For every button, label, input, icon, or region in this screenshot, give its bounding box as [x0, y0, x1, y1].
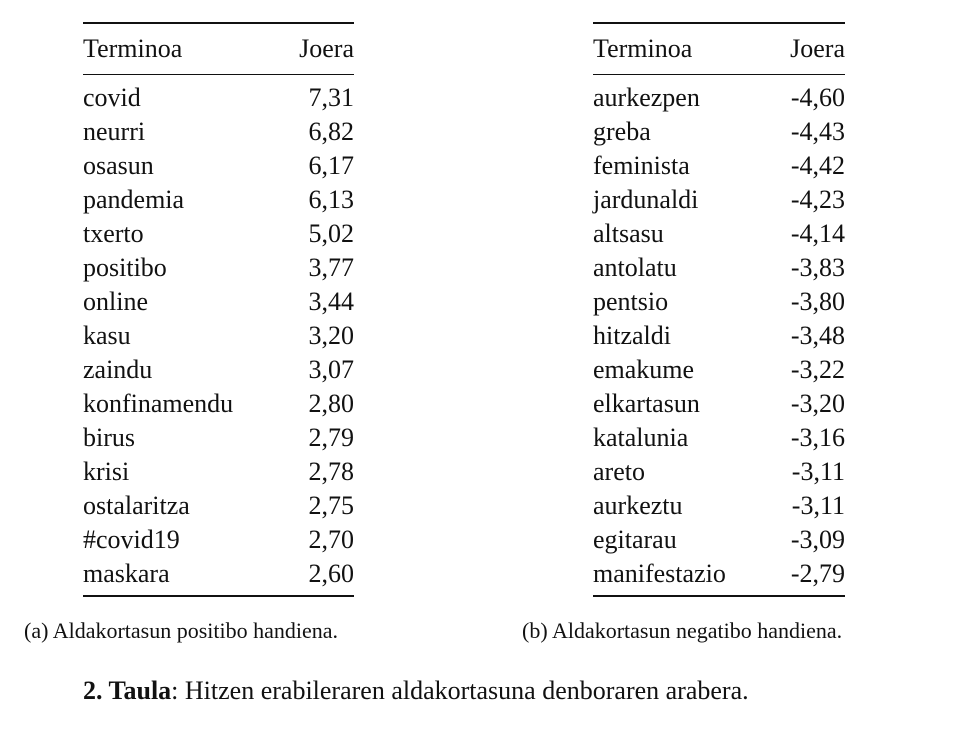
table-row	[83, 387, 354, 421]
term-cell: elkartasun	[593, 389, 700, 418]
trend-value-cell: -3,22	[790, 355, 845, 384]
table-row	[593, 115, 845, 149]
table-row	[593, 455, 845, 489]
table-row	[593, 353, 845, 387]
column-header-term: Terminoa	[593, 34, 693, 63]
table-row	[593, 183, 845, 217]
term-cell: antolatu	[593, 253, 677, 282]
trend-value-cell: -3,16	[790, 423, 845, 452]
trend-value-cell: -4,23	[790, 185, 845, 214]
term-cell: jardunaldi	[593, 185, 699, 214]
table-row	[83, 217, 354, 251]
table-row	[83, 421, 354, 455]
trend-value-cell: 2,78	[308, 457, 354, 486]
table-row	[83, 251, 354, 285]
table-row	[83, 285, 354, 319]
term-cell: kasu	[83, 321, 131, 350]
table-row	[83, 115, 354, 149]
table-row	[593, 217, 845, 251]
trend-value-cell: -3,83	[790, 253, 845, 282]
term-cell: konfinamendu	[83, 389, 234, 418]
term-cell: aurkezpen	[593, 83, 700, 112]
term-cell: osasun	[83, 151, 154, 180]
term-cell: ostalaritza	[83, 491, 190, 520]
table-row	[83, 183, 354, 217]
column-header-trend: Joera	[790, 34, 845, 63]
table-row	[593, 387, 845, 421]
trend-value-cell: 3,44	[308, 287, 354, 316]
table-caption	[83, 676, 749, 706]
caption-label: 2. Taula	[83, 676, 172, 705]
term-cell: covid	[83, 83, 141, 112]
table-positive-trend	[83, 22, 354, 597]
trend-value-cell: 6,17	[308, 151, 354, 180]
term-cell: maskara	[83, 559, 170, 588]
subcaption-b: (b) Aldakortasun negatibo handiena.	[522, 618, 843, 643]
trend-value-cell: -4,60	[790, 83, 845, 112]
trend-value-cell: -3,48	[790, 321, 845, 350]
trend-value-cell: -3,80	[790, 287, 845, 316]
term-cell: #covid19	[83, 525, 180, 554]
trend-value-cell: -2,79	[790, 559, 845, 588]
table-row	[593, 251, 845, 285]
table-row	[83, 149, 354, 183]
table-row	[593, 557, 845, 596]
term-cell: pandemia	[83, 185, 185, 214]
trend-value-cell: -4,43	[790, 117, 845, 146]
table-row	[593, 489, 845, 523]
trend-value-cell: -3,11	[791, 491, 845, 520]
term-cell: manifestazio	[593, 559, 726, 588]
caption-text: : Hitzen erabileraren aldakortasuna denboraren arabera.	[171, 676, 749, 705]
table-row	[83, 353, 354, 387]
table-row	[83, 75, 354, 116]
term-cell: aurkeztu	[593, 491, 683, 520]
table-row	[593, 523, 845, 557]
term-cell: altsasu	[593, 219, 664, 248]
term-cell: neurri	[83, 117, 146, 146]
term-cell: pentsio	[593, 287, 669, 316]
subcaption-a: (a) Aldakortasun positibo handiena.	[24, 618, 339, 643]
term-cell: areto	[593, 457, 645, 486]
table-row	[83, 489, 354, 523]
table-row	[593, 421, 845, 455]
term-cell: krisi	[83, 457, 130, 486]
trend-value-cell: 2,79	[308, 423, 354, 452]
trend-value-cell: 5,02	[308, 219, 354, 248]
term-cell: birus	[83, 423, 135, 452]
table-row	[593, 75, 845, 116]
term-cell: greba	[593, 117, 651, 146]
table-row	[83, 523, 354, 557]
term-cell: online	[83, 287, 148, 316]
trend-value-cell: -3,11	[791, 457, 845, 486]
trend-value-cell: 3,20	[308, 321, 354, 350]
term-cell: positibo	[83, 253, 167, 282]
table-row	[83, 455, 354, 489]
term-cell: katalunia	[593, 423, 689, 452]
column-header-trend: Joera	[299, 34, 354, 63]
table-row	[593, 319, 845, 353]
term-cell: emakume	[593, 355, 695, 384]
trend-value-cell: 3,77	[308, 253, 354, 282]
table-row	[83, 557, 354, 596]
table-row	[593, 149, 845, 183]
trend-value-cell: 2,80	[308, 389, 354, 418]
trend-value-cell: 2,60	[308, 559, 354, 588]
table-row	[593, 285, 845, 319]
trend-value-cell: -4,14	[790, 219, 845, 248]
table-body	[593, 75, 845, 597]
term-cell: zaindu	[83, 355, 153, 384]
term-cell: egitarau	[593, 525, 677, 554]
column-header-term: Terminoa	[83, 34, 183, 63]
trend-value-cell: 6,13	[308, 185, 354, 214]
term-cell: hitzaldi	[593, 321, 671, 350]
trend-value-cell: 2,70	[308, 525, 354, 554]
trend-value-cell: 3,07	[308, 355, 354, 384]
table-body	[83, 75, 354, 597]
table-row	[83, 319, 354, 353]
trend-value-cell: -3,09	[790, 525, 845, 554]
trend-value-cell: -3,20	[790, 389, 845, 418]
trend-value-cell: 2,75	[308, 491, 354, 520]
table-negative-trend	[593, 22, 845, 597]
trend-value-cell: 7,31	[308, 83, 354, 112]
term-cell: feminista	[593, 151, 690, 180]
trend-value-cell: -4,42	[790, 151, 845, 180]
trend-value-cell: 6,82	[308, 117, 354, 146]
term-cell: txerto	[83, 219, 144, 248]
